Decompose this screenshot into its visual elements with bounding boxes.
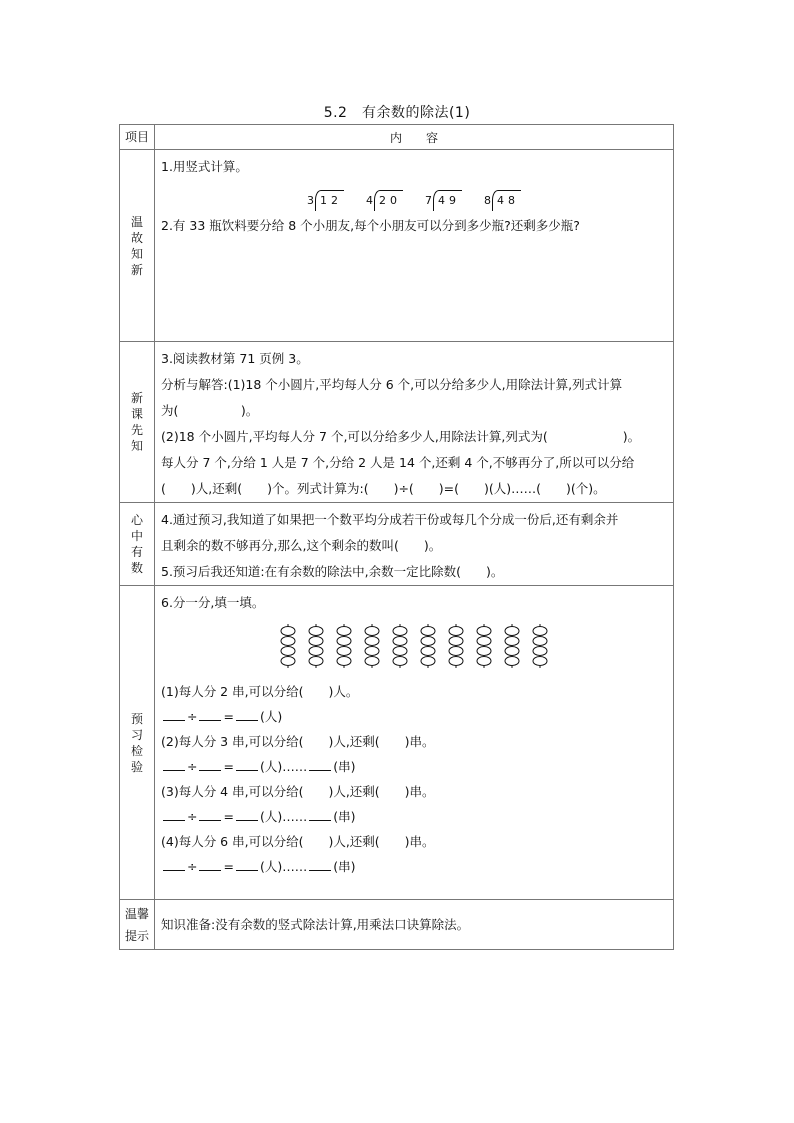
bead (505, 627, 519, 636)
long-division: 8 48 (484, 190, 521, 211)
long-division: 3 12 (307, 190, 344, 211)
bead (337, 657, 351, 666)
bead (421, 657, 435, 666)
blank[interactable] (236, 756, 258, 771)
bead (421, 637, 435, 646)
question-2: 2.有 33 瓶饮料要分给 8 个小朋友,每个小朋友可以分到多少瓶?还剩多少瓶? (161, 218, 580, 233)
bead (393, 627, 407, 636)
blank[interactable] (309, 806, 331, 821)
question-4-cont: 且剩余的数不够再分,那么,这个剩余的数叫( )。 (161, 538, 442, 553)
header-content-col: 内 容 (155, 125, 674, 150)
blank[interactable] (236, 706, 258, 721)
tips-content (155, 900, 674, 950)
bead (533, 637, 547, 646)
bead (393, 657, 407, 666)
equation-3: ÷ = (人)…… (串) (161, 804, 667, 829)
bead (393, 647, 407, 656)
review-label: 温 故 知 新 (120, 150, 155, 342)
bead (281, 627, 295, 636)
preview-content (155, 342, 674, 503)
preview-text: ( )人,还剩( )个。列式计算为:( )÷( )=( )(人)……( )(个)。 (161, 481, 606, 496)
bead-string-icon (363, 623, 381, 669)
bead (477, 627, 491, 636)
bead-string-icon (475, 623, 493, 669)
bead (533, 647, 547, 656)
bead (337, 627, 351, 636)
preview-label: 新 课 先 知 (120, 342, 155, 503)
preview-text: 分析与解答:(1)18 个小圆片,平均每人分 6 个,可以分给多少人,用除法计算,列式计算 (161, 377, 623, 392)
bead (449, 627, 463, 636)
bead (477, 637, 491, 646)
bead-string-icon (335, 623, 353, 669)
heart-row (120, 503, 674, 586)
blank[interactable] (236, 806, 258, 821)
page-title: 5.2 有余数的除法(1) (323, 105, 471, 121)
long-division: 4 20 (366, 190, 403, 211)
check-content (155, 586, 674, 900)
bead (365, 637, 379, 646)
question-5: 5.预习后我还知道:在有余数的除法中,余数一定比除数( )。 (161, 564, 504, 579)
check-item-2: (2)每人分 3 串,可以分给( )人,还剩( )串。 (161, 734, 435, 749)
preview-text: 每人分 7 个,分给 1 人是 7 个,分给 2 人是 14 个,还剩 4 个,不够再分了,所以可以分给 (161, 455, 635, 470)
equation-2: ÷ = (人)…… (串) (161, 754, 667, 779)
blank[interactable] (163, 806, 185, 821)
bead (533, 657, 547, 666)
blank[interactable] (163, 756, 185, 771)
tips-label: 温馨 提示 (120, 900, 155, 950)
bead (309, 637, 323, 646)
preview-row (120, 342, 674, 503)
header-item-col: 项目 (120, 125, 155, 150)
bead-string-icon (279, 623, 297, 669)
review-row (120, 150, 674, 342)
bead (449, 647, 463, 656)
bead-strings (161, 623, 667, 669)
bead (365, 657, 379, 666)
bead-string-icon (447, 623, 465, 669)
check-row (120, 586, 674, 900)
bead (477, 657, 491, 666)
blank[interactable] (309, 856, 331, 871)
blank[interactable] (309, 756, 331, 771)
bead (421, 627, 435, 636)
question-4: 4.通过预习,我知道了如果把一个数平均分成若干份或每几个分成一份后,还有剩余并 (161, 512, 619, 527)
blank[interactable] (199, 806, 221, 821)
header-row (120, 125, 674, 150)
bead (477, 647, 491, 656)
bead (309, 657, 323, 666)
equation-4: ÷ = (人)…… (串) (161, 854, 667, 879)
tips-row (120, 900, 674, 950)
check-item-3: (3)每人分 4 串,可以分给( )人,还剩( )串。 (161, 784, 435, 799)
bead (449, 657, 463, 666)
blank[interactable] (163, 706, 185, 721)
question-6: 6.分一分,填一填。 (161, 595, 265, 610)
blank[interactable] (236, 856, 258, 871)
bead-string-icon (419, 623, 437, 669)
bead (309, 627, 323, 636)
bead (309, 647, 323, 656)
bead (505, 637, 519, 646)
preview-text: 为( )。 (161, 403, 259, 418)
bead (505, 647, 519, 656)
check-item-4: (4)每人分 6 串,可以分给( )人,还剩( )串。 (161, 834, 435, 849)
worksheet-table (119, 124, 674, 950)
bead (281, 637, 295, 646)
question-1: 1.用竖式计算。 (161, 159, 248, 174)
review-content (155, 150, 674, 342)
bead (365, 627, 379, 636)
preview-text: (2)18 个小圆片,平均每人分 7 个,可以分给多少人,用除法计算,列式为( )。 (161, 429, 641, 444)
equation-1: ÷ = (人) (161, 704, 667, 729)
bead (505, 657, 519, 666)
bead (365, 647, 379, 656)
bead (421, 647, 435, 656)
check-item-1: (1)每人分 2 串,可以分给( )人。 (161, 684, 359, 699)
long-division-list (161, 190, 667, 211)
bead-string-icon (307, 623, 325, 669)
check-label: 预 习 检 验 (120, 586, 155, 900)
question-3: 3.阅读教材第 71 页例 3。 (161, 351, 309, 366)
bead-string-icon (531, 623, 549, 669)
bead (281, 647, 295, 656)
bead (337, 647, 351, 656)
bead (533, 627, 547, 636)
tips-text: 知识准备:没有余数的竖式除法计算,用乘法口诀算除法。 (161, 916, 470, 932)
blank[interactable] (199, 706, 221, 721)
heart-content (155, 503, 674, 586)
bead (449, 637, 463, 646)
bead (281, 657, 295, 666)
long-division: 7 49 (425, 190, 462, 211)
bead (337, 637, 351, 646)
heart-label: 心 中 有 数 (120, 503, 155, 586)
blank[interactable] (199, 756, 221, 771)
blank[interactable] (163, 856, 185, 871)
bead (393, 637, 407, 646)
bead-string-icon (391, 623, 409, 669)
blank[interactable] (199, 856, 221, 871)
bead-string-icon (503, 623, 521, 669)
